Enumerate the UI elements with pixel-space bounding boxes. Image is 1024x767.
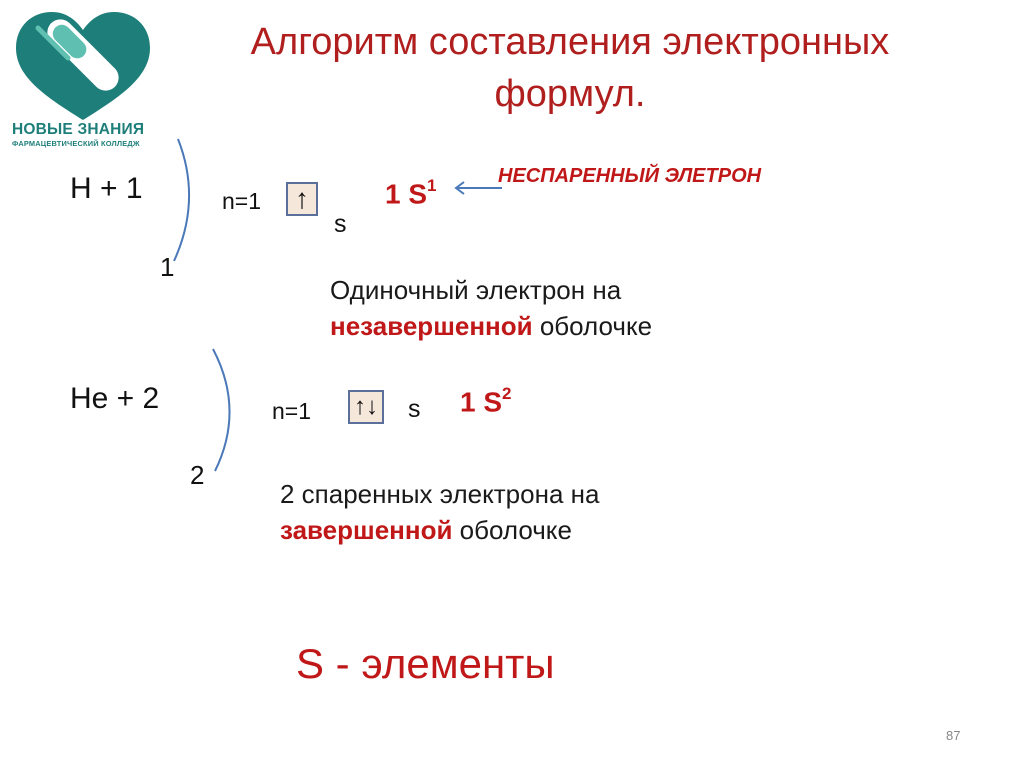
shell-arc-2 [205,345,245,475]
helium-description: 2 спаренных электрона на завершенной оболочке [280,479,600,545]
hydrogen-element: H + 1 [70,172,143,205]
helium-element: He + 2 [70,382,160,415]
title-line-1: Алгоритм составления электронных [250,21,890,63]
helium-level: n=1 [272,398,312,424]
hydrogen-sublevel: s [334,210,347,238]
hydrogen-orbital-box: ↑ [286,182,318,216]
helium-sublevel: s [408,395,421,423]
heart-pill-icon [16,12,150,120]
helium-formula: 1 $S^2$ [460,384,512,418]
logo-subtitle: ФАРМАЦЕВТИЧЕСКИЙ КОЛЛЕДЖ [12,139,140,148]
hydrogen-description: Одиночный электрон на незавершенной оболочке [330,275,653,341]
hydrogen-level: n=1 [222,188,262,214]
title-line-2: формул. [494,73,646,115]
shell-arc-1 [160,135,200,265]
unpaired-electron-note: НЕСПАРЕННЫЙ ЭЛЕТРОН [498,165,762,187]
hydrogen-formula: 1 $S^1$ [385,176,437,210]
logo-name: НОВЫЕ ЗНАНИЯ [12,121,145,138]
pointer-arrow-icon [452,178,504,198]
page-number: 87 [946,728,961,743]
slide-title [160,16,980,120]
helium-orbital-box: ↑↓ [348,390,384,424]
s-elements-label: S - элементы [296,640,555,687]
helium-shell-count: 2 [190,460,205,490]
hydrogen-shell-count: 1 [160,252,175,282]
